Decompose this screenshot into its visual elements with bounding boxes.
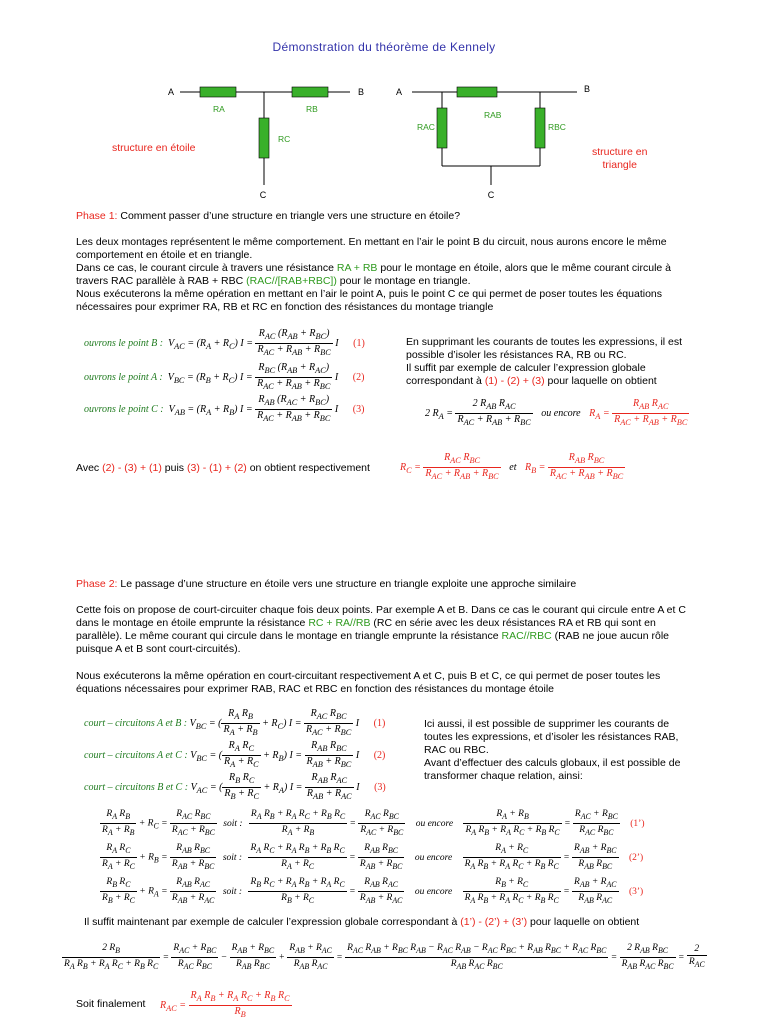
phase2-transformed-3: $\frac{R_B R_C}{R_B + R_C}$ + $R_A$ = $\frac{R_{AB} R_{AC}}{R_{AB} + R_{AC}}$ soit : $\frac{R_B R_C + R_A R_B + R_A R_C}{R_B + R_C}$ = $\frac{R_{AB} R_{AC}}{R_{AB} + R_{AC}}$ ou encore $\frac{R_B + R_C}{R_A R_B + R_A R_C + R_B R_C}$ = $\frac{R_{AB} + R_{AC}}{R_{AB} R_{AC}}$ (3’) <box>102 877 644 905</box>
n1-prime: (1’) <box>630 818 645 829</box>
phase2-label: Phase 2: <box>76 578 118 590</box>
eq2-label: ouvrons le point A : <box>84 371 163 383</box>
phase1-side-2-a: Il suffit par exemple de calculer l’expression globale correspondant à <box>406 362 646 387</box>
ou-encore-1: ou encore <box>541 407 581 419</box>
n2-prime: (2’) <box>628 852 644 863</box>
eq1-label: ouvrons le point B : <box>84 337 164 349</box>
resistor-rc <box>259 118 269 158</box>
suffit-a: Il suffit maintenant par exemple de calculer l’expression globale correspondant à <box>84 916 461 928</box>
phase1-heading <box>76 210 686 223</box>
phase2-transformed-2: $\frac{R_A R_C}{R_A + R_C}$ + $R_B$ = $\frac{R_{AB} R_{BC}}{R_{AB} + R_{BC}}$ soit : $\frac{R_A R_C + R_A R_B + R_B R_C}{R_A + R_C}$ = $\frac{R_{AB} R_{BC}}{R_{AB} + R_{BC}}$ ou encore $\frac{R_A + R_C}{R_A R_B + R_A R_C + R_B R_C}$ = $\frac{R_{AB} + R_{BC}}{R_{AB} R_{BC}}$ (2’) <box>102 843 644 871</box>
phase1-paragraph-3: Nous exécuterons la même opération en mettant en l’air le point A, puis le point C ce qui permet de poser toutes les équations nécessaires pour exprimer RA, RB et RC en fonction des résistances du montage triangle <box>76 288 663 313</box>
phase2-heading-text: Le passage d’une structure en étoile vers une structure en triangle exploite une approche similaire <box>117 578 577 590</box>
node-a-label: A <box>168 87 175 97</box>
phase2-p1-c: (RAB ne joue aucun rôle puisque A et B sont court-circuités). <box>76 630 669 655</box>
phase2-paragraph-1 <box>76 604 686 656</box>
page-title: Démonstration du théorème de Kennely <box>272 40 496 54</box>
et-word: et <box>509 461 517 473</box>
avec-highlight-1: (2) - (3) + (1) <box>102 462 162 474</box>
phase2-p1-a: Cette fois on propose de court-circuiter chaque fois deux points. Par exemple A et B. Dans ce cas le courant qui circule entre A et C dans le montage en étoile emprunte la résistance <box>76 604 686 629</box>
triangle-circuit-diagram <box>392 80 612 205</box>
phase1-side-2 <box>406 362 696 388</box>
phase1-equation-3: ouvrons le point C : $V_{AB} = (R_A + R_B) I$ = $\frac{R_{AB} (R_{AC} + R_{BC})}{R_{AC} + R_{AB} + R_{BC}}$ I (3) <box>84 394 365 423</box>
n3-prime: (3’) <box>628 886 644 897</box>
phase2-equation-1: court – circuitons A et B : $V_{BC}$ = ( $\frac{R_A R_B}{R_A + R_B}$ + $R_C$) I = $\frac{R_{AC} R_{BC}}{R_{AC} + R_{BC}}$ I (1) <box>84 708 386 737</box>
phase1-p2-b: pour le montage en étoile, alors que le même courant circule à travers RAC parallèle à RAB + RBC <box>76 262 672 287</box>
p2-eq3-label: court – circuitons B et C : <box>84 781 189 793</box>
soit-3: soit : <box>222 886 243 897</box>
triangle-caption-line1: structure en <box>592 146 648 158</box>
p2-eq3-number: (3) <box>374 781 386 793</box>
avec-b: puis <box>161 462 187 474</box>
phase1-result-rc-rb: $R_C$ = $\frac{R_{AC} R_{BC}}{R_{AC} + R_{AB} + R_{BC}}$ et $R_B$ = $\frac{R_{AB} R_{BC}}{R_{AC} + R_{AB} + R_{BC}}$ <box>400 452 624 481</box>
phase1-heading-text: Comment passer d’une structure en triangle vers une structure en étoile? <box>117 210 461 222</box>
phase2-p1-highlight: RC + RA//RB <box>308 617 371 629</box>
soit-1: soit : <box>223 818 243 829</box>
phase2-p1-highlight-2: RAC//RBC <box>501 630 552 642</box>
avec-a: Avec <box>76 462 103 474</box>
rac-label: RAC <box>417 122 435 132</box>
p2-eq1-label: court – circuitons A et B : <box>84 717 188 729</box>
triangle-caption-line2: triangle <box>602 159 637 171</box>
ou-encore-3: ou encore <box>414 852 453 863</box>
ra-label: RA <box>213 104 225 114</box>
rb-label: RB <box>306 104 318 114</box>
phase1-side-1: En supprimant les courants de toutes les expressions, il est possible d’isoler les résistances RA, RB ou RC. <box>406 336 683 361</box>
p2-eq2-number: (2) <box>373 749 386 761</box>
eq1-number: (1) <box>353 337 365 349</box>
phase1-paragraph-1: Les deux montages représentent le même comportement. En mettant en l’air le point B du circuit, nous aurons encore le même comportement en étoile et en triangle. <box>76 236 667 261</box>
suffit-highlight: (1’) - (2’) + (3’) <box>460 916 528 928</box>
phase1-avec-line <box>76 462 370 474</box>
phase2-equation-3: court – circuitons B et C : $V_{AC}$ = ( $\frac{R_B R_C}{R_B + R_C}$ + $R_A$) I = $\frac{R_{AB} R_{AC}}{R_{AB} + R_{AC}}$ I (3) <box>84 772 386 801</box>
avec-highlight-2: (3) - (1) + (2) <box>186 462 247 474</box>
phase2-suffit-line <box>84 916 639 928</box>
phase1-p2-highlight-2: (RAC//[RAB+RBC]) <box>246 275 337 287</box>
eq3-number: (3) <box>352 403 365 415</box>
final-label: Soit finalement <box>76 998 146 1010</box>
phase2-transformed-1: $\frac{R_A R_B}{R_A + R_B}$ + $R_C$ = $\frac{R_{AC} R_{BC}}{R_{AC} + R_{BC}}$ soit : $\frac{R_A R_B + R_A R_C + R_B R_C}{R_A + R_B}$ = $\frac{R_{AC} R_{BC}}{R_{AC} + R_{BC}}$ ou encore $\frac{R_A + R_B}{R_A R_B + R_A R_C + R_B R_C}$ = $\frac{R_{AC} + R_{BC}}{R_{AC} R_{BC}}$ (1’) <box>102 809 645 837</box>
star-caption: structure en étoile <box>112 142 196 154</box>
phase2-side-2: Avant d’effectuer des calculs globaux, il est possible de transformer chaque relation, ainsi: <box>424 757 681 782</box>
avec-c: on obtient respectivement <box>246 462 370 474</box>
phase2-paragraph-2: Nous exécuterons la même opération en court-circuitant respectivement A et C, puis B et C, ce qui permet de poser toutes les équations nécessaires pour exprimer RAB, RAC et RBC en fonction des résistances du montage étoile <box>76 670 661 695</box>
phase1-equation-1: ouvrons le point B : $V_{AC} = (R_A + R_C) I$ = $\frac{R_{AC} (R_{AB} + R_{BC})}{R_{AC} + R_{AB} + R_{BC}}$ I (1) <box>84 328 365 357</box>
ou-encore-2: ou encore <box>415 818 454 829</box>
rab-label: RAB <box>484 110 502 120</box>
phase1-equation-2: ouvrons le point A : $V_{BC} = (R_B + R_C) I$ = $\frac{R_{BC} (R_{AB} + R_{AC})}{R_{AC} + R_{AB} + R_{BC}}$ I (2) <box>84 362 365 391</box>
ou-encore-4: ou encore <box>414 886 453 897</box>
phase1-side-2-highlight: (1) - (2) + (3) <box>484 375 545 387</box>
rc-label: RC <box>278 134 291 144</box>
rbc-label: RBC <box>548 122 566 132</box>
tri-node-a-label: A <box>396 87 403 97</box>
p2-eq1-number: (1) <box>373 717 386 729</box>
final-result-rac: $R_{AC}$ = $\frac{R_A R_B + R_A R_C + R_B R_C}{R_B}$ <box>160 990 290 1019</box>
phase1-label: Phase 1: <box>76 210 118 222</box>
phase1-result-ra: 2 $R_A$ = $\frac{2 R_{AB} R_{AC}}{R_{AC} + R_{AB} + R_{BC}}$ ou encore $R_A$ = $\frac{R_{AB} R_{AC}}{R_{AC} + R_{AB} + R_{BC}}$ <box>425 398 688 427</box>
phase2-equation-2: court – circuitons A et C : $V_{BC}$ = ( $\frac{R_A R_C}{R_A + R_C}$ + $R_B$) I = $\frac{R_{AB} R_{BC}}{R_{AB} + R_{BC}}$ I (2) <box>84 740 386 769</box>
phase2-side-text <box>424 718 694 783</box>
resistor-ra <box>200 87 236 97</box>
p2-eq2-label: court – circuitons A et C : <box>84 749 188 761</box>
phase1-side-2-b: pour laquelle on obtient <box>544 375 657 387</box>
resistor-rb <box>292 87 328 97</box>
suffit-b: pour laquelle on obtient <box>527 916 640 928</box>
eq2-number: (2) <box>352 371 365 383</box>
phase2-global-expression: $\frac{2 R_B}{R_A R_B + R_A R_C + R_B R_C}$ = $\frac{R_{AC} + R_{BC}}{R_{AC} R_{BC}}$ − $\frac{R_{AB} + R_{BC}}{R_{AB} R_{BC}}$ + $\frac{R_{AB} + R_{AC}}{R_{AB} R_{AC}}$ = $\frac{R_{AC} R_{AB} + R_{BC} R_{AB} - R_{AC} R_{AB} - R_{AC} R_{BC} + R_{AB} R_{BC} + R_{AC} R_{BC}}{R_{AB} R_{AC} R_{BC}}$ = $\frac{2 R_{AB} R_{BC}}{R_{AB} R_{AC} R_{BC}}$ = $\frac{2}{R_{AC}}$ <box>64 943 705 971</box>
phase1-paragraph-2 <box>76 262 686 288</box>
phase1-p2-c: pour le montage en triangle. <box>336 275 471 287</box>
tri-node-b-label: B <box>584 84 591 94</box>
phase2-p1-b: (RC en série avec les deux résistances RA et RB qui sont en parallèle). Le même courant qui circule dans le montage en triangle emprunte la résistance <box>76 617 656 642</box>
triangle-caption <box>592 146 647 172</box>
soit-2: soit : <box>222 852 243 863</box>
tri-node-c-label: C <box>487 190 495 200</box>
phase2-heading <box>76 578 686 591</box>
phase2-side-1: Ici aussi, il est possible de supprimer les courants de toutes les expressions, et d’isoler les résistances RAB, RAC ou RBC. <box>424 718 679 756</box>
eq3-label: ouvrons le point C : <box>84 403 164 415</box>
phase1-p2-highlight: RA + RB <box>336 262 378 274</box>
resistor-rac <box>437 108 447 148</box>
node-b-label: B <box>358 87 365 97</box>
phase1-side-text <box>406 336 696 388</box>
resistor-rab <box>457 87 497 97</box>
node-c-label: C <box>259 190 267 200</box>
resistor-rbc <box>535 108 545 148</box>
phase1-p2-a: Dans ce cas, le courant circule à travers une résistance <box>76 262 337 274</box>
